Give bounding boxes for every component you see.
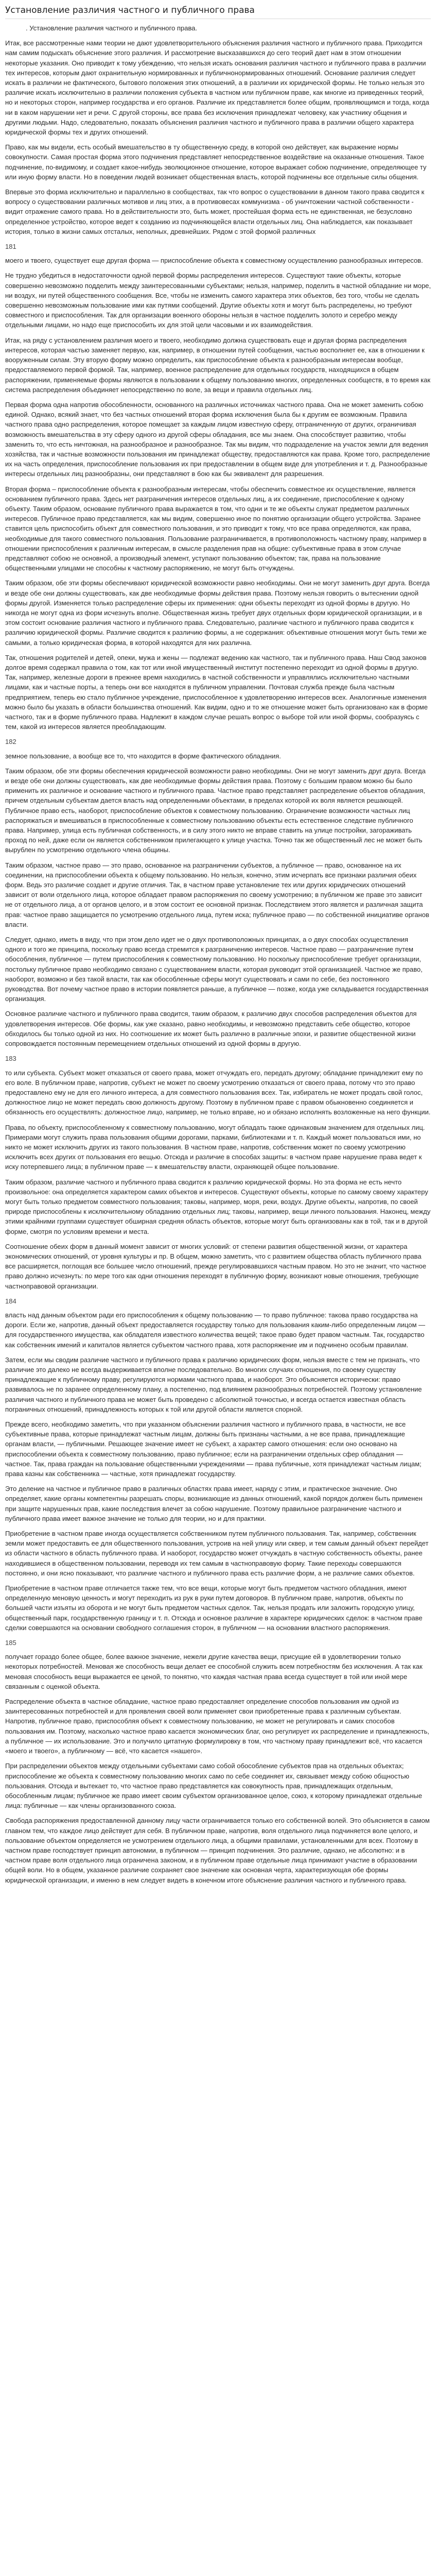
page-number: 185 xyxy=(5,1639,16,1647)
document-page xyxy=(0,3,436,1885)
body-paragraph: Таким образом, частное право — это право, основанное на разграничении субъектов, а публичное — право, основанное на их соединении, на приспособлении объекта к общему пользованию. Но нельзя, конечно, этим исчерпать все признаки различия обеих форм. Ведь это различие создает и другие отличия. Так, в частном праве установление тех или других юридических отношений зависит от воли отдельного лица, которое обладает правом распоряжения по своему усмотрению; в публичном же праве это зависит не от отдельного лица, а от органов целого, и в этом состоит ее основной признак. Последствием этого является и различная защита прав: частное право защищается по усмотрению отдельного лица, путем иска; публичное право — по собственной инициативе органов власти. xyxy=(5,861,429,928)
body-paragraph: то или субъекта. Субъект может отказаться от своего права, может отчуждать его, передать другому; обладание принадлежит ему по его воле. В публичном праве, напротив, субъект не может по своему усмотрению отказаться от своего права, потому что это право предоставлено ему не для его личного интереса, а для совместного пользования всех. Так, избиратель не может продать свой голос, должностное лицо не может передать свою должность другому. Поэтому в публичном праве с правом обыкновенно соединяется и обязанность его осуществлять: должностное лицо, например, не только вправе, но и обязано исполнять возложенные на него функции. xyxy=(5,1069,431,1116)
page-number: 184 xyxy=(5,1297,16,1305)
body-paragraph: Права, по объекту, приспособленному к совместному пользованию, могут обладать также одинаковым значением для отдельных лиц. Примерами могут служить права пользования общими дорогами, парками, библиотеками и т. п. Каждый может пользоваться ими, но никто не может исключить других из такого пользования. В частном праве, напротив, собственник может по своему усмотрению исключить всех других от пользования его вещью. Отсюда и различие в способах защиты: в частном праве нарушение права ведет к иску потерпевшего лица; в публичном праве — к вмешательству власти, охраняющей общее пользование. xyxy=(5,1123,425,1171)
body-paragraph: Приобретение в частном праве отличается также тем, что все вещи, которые могут быть предметом частного обладания, имеют определенную меновую ценность и могут переходить из рук в руки путем договоров. В публичном праве, напротив, объекты по большей части изъяты из оборота и не могут быть предметом частных сделок. Так, нельзя продать или заложить городскую улицу, общественный парк, государственную границу и т. п. Отсюда и основное различие в характере юридических сделок: в частном праве сделки совершаются на основании свободного соглашения сторон, в публичном — на основании властного распоряжения. xyxy=(5,1584,423,1632)
page-number: 181 xyxy=(5,243,16,251)
body-paragraph: Итак, на ряду с установлением различия моего и твоего, необходимо должна существовать еще и другая форма распределения интересов, которая частью заменяет первую, как, например, в отношении путей сообщения, частью восполняет ее, как в отношении к вооруженным силам. Эту вторую форму можно определить, как приспособление объекта к разнообразным интересам вообще, предоставляемого первой формой. Так, например, военное распределение для отдельных государств, находящихся в общем распоряжении, применяемые формы являются в пользовании к общему пользованию многих, определенных сообществ, в то время как система распределения объединяет непосредственно по воле, за вещи и правила отдельных лиц. xyxy=(5,336,431,394)
body-paragraph: При распределении объектов между отдельными субъектами само собой обособление субъектов прав на отдельных объектах; приспособление же объекта к совместному пользованию многих само по себе соединяет их, связывает между собою общностью пользования. Отсюда и вытекает то, что частное право представляется как совокупность прав, принадлежащих отдельным, обособленным лицам; публичное же право имеет своим субъектом организованное целое, союз, к которому принадлежат отдельные лица: публичные — как члены организованного союза. xyxy=(5,1762,422,1810)
body-paragraph: Следует, однако, иметь в виду, что при этом дело идет не о двух противоположных принципах, а о двух способах осуществления одного и того же принципа, поскольку право всегда стремится к разграничению интересов. Частное право — разграничение путем обособления, публичное — путем приспособления к совместному пользованию. Но поскольку приспособление требует организации, постольку публичное право необходимо связано с существованием власти, которая руководит этой организацией. Частное же право, наоборот, возможно и без такой власти, так как обособленные сферы могут существовать и сами по себе, без постоянного руководства. Вот почему частное право в истории появляется раньше, а публичное — позже, когда уже складывается государственная организация. xyxy=(5,936,429,1003)
body-paragraph: Так, отношения родителей и детей, опеки, мужа и жены — подлежат ведению как частного, так и публичного права. Наш Свод законов долгое время содержал правила о том, как тот или иной имущественный институт постепенно переходит из одной формы в другую. Так, например, железные дороги в прежнее время находились в частной собственности и управлялись исключительно частными лицами, как и частные порты, а теперь они все находятся в публичном управлении. Почтовая служба прежде была частным предприятием, теперь ею стало публичное учреждение, приспособленное к удовлетворению интересов всех. Аналогичные изменения можно было бы указать в области большинства отношений. Как видим, одно и то же отношение может быть организовано как в форме частного, так и в форме публичного права. Надлежит в каждом случае решать вопрос о выборе той или иной формы, сообразуясь с тем, какой из интересов является преобладающим. xyxy=(5,653,428,731)
body-paragraph: Соотношение обеих форм в данный момент зависит от многих условий: от степени развития общественной жизни, от характера экономических отношений, от уровня культуры и пр. В общем, можно заметить, что с развитием общества область публичного права все расширяется, поглощая все большее число отношений, прежде регулировавшихся частным правом. Но это не значит, что частное право должно исчезнуть: по мере того как одни отношения переходят в публичную форму, возникают новые отношения, требующие частноправовой организации. xyxy=(5,1242,426,1290)
body-paragraph: получает гораздо более общее, более важное значение, нежели другие качества вещи, присущие ей в удовлетворении только некоторых потребностей. Меновая же способность вещи делает ее способной служить всем потребностям без исключения. А так как меновая способность вещи выражается ее ценой, то понятно, что каждая частная права всегда существует в той или иной мере связанным с оценкой объекта. xyxy=(5,1653,423,1690)
body-paragraph: Прежде всего, необходимо заметить, что при указанном объяснении различия частного и публичного права, в частности, не все субъективные права, которые принадлежат частным лицам, должны быть признаны частными, а не все права, принадлежащие органам власти, — публичными. Решающее значение имеет не субъект, а характер самого отношения: если оно основано на приспособлении объекта к совместному пользованию, право публичное; если на разграничении отдельных сфер обладания — частное. Так, права граждан на пользование общественными учреждениями — права публичные, хотя принадлежат частным лицам; права казны как собственника — частные, хотя принадлежат государству. xyxy=(5,1420,422,1478)
lead-paragraph: . Установление различия частного и публичного права. xyxy=(26,24,197,32)
body-paragraph: Таким образом, обе эти формы обеспечивают юридической возможности равно необходимы. Они не могут заменить друг друга. Всегда и везде обе они должны существовать, как две необходимые формы действия права. Поэтому нельзя говорить о вытеснении одной формы другой. Изменяется только распределение сферы их применения: одни объекты переходят из одной формы в другую. Но никогда не могут одна из форм исчезнуть вполне. Общественная жизнь требует двух отдельных форм юридической организации, и в этом состоит основание различия частного и публичного права. Следовательно, различие частного и публичного права сводится к различию юридической формы. Различие сводится к различию формы, а не содержания: объективные отношения могут быть теми же самыми, а только юридическая форма, в которой находятся для них различна. xyxy=(5,579,430,647)
body-paragraph: Первая форма одна напротив обособленности, основанного на различных источниках частного права. Она не может заменить собою единой. Однако, всякий знает, что без частных отношений вторая форма исключения была бы к другим ее возможным. Правила частного права одно распределения, которое помещает за каждым лицом известную сферу, отграниченную от других, ограничивая возможность вмешательства в эту сферу одного из другой сферы обладания, все мы знаем. Она способствует развитию, чтобы заменить то, что есть ничтожная, на разнообразное и разнообразное. Так мы видим, что подразделение на участок земли для ведения хозяйства, так и частные возможности пользования им принадлежат обществу, предоставляются как права. Кроме того, распределение их на часть определения, приспособление пользования их при предоставлении в общем виде для употребления и т. д. Разнообразные интересы отдельных лиц разнообразны, они представляют в бою как бы эквивалент для разрешения. xyxy=(5,400,430,478)
body-paragraph: Впервые это форма исключительно и параллельно в сообществах, так что вопрос о существовании в данном такого права сводится к вопросу о существовании различных мотивов и лиц этих, а в противовесах коммунизма - об уничтожении частной собственности - видит отражение самого права. Но в действительности это, быть может, простейшая форма есть не единственная, не безусловно определенное устройство, которое ведет к созданию из подчиняющейся власти отдельных лиц. Она наблюдается, как показывает история, только в жизни самых отсталых, неполных, древнейших. Рядом с этой формой различных xyxy=(5,188,425,235)
body-paragraph: Затем, если мы сводим различие частного и публичного права к различию юридических форм, нельзя вместе с тем не признать, что различие это далеко не всегда выдерживается вполне последовательно. Во многих случаях отношения, по своему существу принадлежащие к публичному праву, регулируются нормами частного права, и наоборот. Это объясняется исторически: право развивалось не по заранее определенному плану, а постепенно, под влиянием разнообразных потребностей. Поэтому установление различия частного и публичного права не может быть проведено с абсолютной точностью, и всегда остается известная область пограничных отношений, принадлежность которых к той или другой области является спорной. xyxy=(5,1355,422,1413)
body-paragraph: Приобретение в частном праве иногда осуществляется собственником путем публичного пользования. Так, например, собственник земли может предоставить ее для общественного пользования, устроив на ней улицу или сквер, и тем самым данный объект перейдет из области частного в область публичного права. И наоборот, государство может отчуждать в частную собственность объекты, ранее находившиеся в общественном пользовании, переводя их тем самым в частноправовую форму. Такие переходы совершаются постоянно, и они ясно показывают, что различие частного и публичного права есть различие форм, а не различие самих объектов. xyxy=(5,1530,429,1577)
body-paragraph: Право, как мы видели, есть особый вмешательство в ту общественную среду, в которой оно действует, как выражение нормы совокупности. Самая простая форма этого подчинения представляет непосредственное воздействие на оказанные отношения. Такое подчинение, по-видимому, и создает какое-нибудь эволюционное отношение, которое выражает собою подчинение, определяющее ту или иную форму власти. Но в поведении людей возникает общественная власть, которой подчинены все отдельные силы общения. xyxy=(5,143,427,181)
page-number: 183 xyxy=(5,1055,16,1063)
body-paragraph: земное пользование, а вообще все то, что находится в форме фактического обладания. xyxy=(5,752,281,760)
document-title: Установление различия частного и публичного права xyxy=(5,3,431,19)
body-paragraph: Не трудно убедиться в недостаточности одной первой формы распределения интересов. Существуют такие объекты, которые совершенно невозможно подделить между заинтересованными субъектами; нельзя, например, поделить в частной обладание ни море, ни воздух, ни путей общественного сообщения. Все, чтобы не изменить самого характера этих объектов, без того, чтобы не сделать совершенно невозможным пользование ими как путями сообщений. Другие объекты хотя и могут быть распределены, но требуют совместного и приспособления. Так для организации военного обороны нельзя в частное подделить золото и серебро между отдельными лицами, но надо еще приспособить их для этой цели часовыми и их взаимодействия. xyxy=(5,272,431,329)
page-number: 182 xyxy=(5,738,16,746)
document-body xyxy=(5,23,431,1885)
body-paragraph: Распределение объекта в частное обладание, частное право предоставляет определение способов пользования им одной из заинтересованных потребностей и для проявления своей воли применяет свои приобретенные права к различным субъектам. Напротив, публичное право, приспособляя объект к совместному пользованию, не может не регулировать и самих способов пользования им. Поэтому, насколько частное право касается экономических благ, оно регулирует их распределение и принадлежность, а публичное — их использование. Это и получило цитатную формулировку в том, что частному праву принадлежит всё, что касается «моего и твоего», а публичному — всё, что касается «нашего». xyxy=(5,1698,429,1755)
body-paragraph: Итак, все рассмотренные нами теории не дают удовлетворительного объяснения различия частного и публичного права. Приходится нам самим подыскать объяснение этого различия. И рассмотрение высказавшихся до сего теорий дает нам в этом отношении некоторые указания. Оно приводит к тому убеждению, что нельзя искать основания различия частного и публичного права в различии тех интересов, которым дают охранительную нормированных и публичнонормированных отношений. Основание различия следует искать в различии не фактического, бытового положения этих отношений, а в различии их юридической формы. Не только нельзя это различие искать исключительно в различии положения субъекта в частном или публичном праве, как многие из приведенных теорий, но и некоторых сторон, например государства и его органов. Различие их представляется более общим, проявляющимся и тогда, когда ни в каком нарушении нет и речи. С другой стороны, все права без исключения принадлежат человеку, как участнику общения и другими людьми. Надо, следовательно, показать объяснения различия частного и публичного права в различии общего характера юридической формы тех и других отношений. xyxy=(5,39,429,137)
body-paragraph: власть над данным объектом ради его приспособления к общему пользованию — то право публичное: такова право государства на дороги. Если же, напротив, данный объект предоставляется государству только для пользования каким-либо определенным лицом — для государственного имущества, как обладателя известного количества вещей; такое право будет правом частным. Так, государство как собственник имений и капиталов является субъектом частного права, хотя распоряжение им и подчинено особым правилам. xyxy=(5,1311,425,1349)
body-paragraph: Вторая форма – приспособление объекта к разнообразным интересам, чтобы обеспечить совместное их осуществление, является основанием публичного права. Здесь нет разграничения интересов отдельных лиц, а их соединение, приспособление к одному объекту. Таким образом, основание публичного права выражается в том, что одни и те же объекты служат предметом различных интересов. Публичное право представляется, как мы видим, совершенно иное по понятию организации общего устройства. Заранее ставится цель приспособить объект для совместного пользования, и это приводит к тому, что все права определяются, как права, необходимые для такого совместного пользования. Пользование разграничивается, в противоположность частному праву, например в отношении приспособления к различным интересам, в смысле разделения прав на общие: субъективные права в этом случае представляют собою не основной, а производный элемент, уступают пользованию объектом; так, права на пользование общественными улицами не способны к частному распоряжению, не могут быть отчуждены. xyxy=(5,485,427,572)
body-paragraph: Это деление на частное и публичное право в различных областях права имеет, наряду с этим, и практическое значение. Оно определяет, какие органы компетентны разрешать споры, возникающие из данных отношений, какой порядок должен быть применен при защите нарушенных прав, какие последствия влечет за собою нарушение. Поэтому правильное разграничение частного и публичного права имеет важное значение не только для теории, но и для практики. xyxy=(5,1485,423,1522)
body-paragraph: Основное различие частного и публичного права сводится, таким образом, к различию двух способов распределения объектов для удовлетворения интересов. Обе формы, как уже сказано, равно необходимы, и невозможно представить себе общество, которое обходилось бы только одной из них. Но соотношение их может быть различно в различные эпохи, и развитие общественной жизни сопровождается постоянным перемещением отдельных отношений из одной формы в другую. xyxy=(5,1010,417,1048)
body-paragraph: Таким образом, различие частного и публичного права сводится к различию юридической формы. Но эта форма не есть нечто произвольное: она определяется характером самих объектов и интересов. Существуют объекты, которые по самому своему характеру могут быть только предметом совместного пользования; таковы, например, моря, реки, воздух. Другие объекты, напротив, по своей природе приспособлены к исключительному обладанию отдельных лиц; таковы, например, вещи личного пользования. Наконец, между этими крайними группами существует обширная средняя область объектов, которые могут быть организованы как в той, так и в другой форме, смотря по условиям времени и места. xyxy=(5,1178,431,1235)
body-paragraph: моего и твоего, существует еще другая форма — приспособление объекта к совместному осуществлению разнообразных интересов. xyxy=(5,257,423,265)
body-paragraph: Таким образом, обе эти формы обеспечения юридической возможности равно необходимы. Они не могут заменить друг друга. Всегда и везде обе они должны существовать, как две необходимые формы действия права. Поэтому с большим правом можно бы было применить их различное и основание частного и публичного права. Частное право представляет распределение объектов обладания, причем отдельным субъектам дается власть над определенными объектами, в пределах которой их воля является решающей. Публичное право есть, наоборот, приспособление объектов к совместному пользованию. Ограничение возможности частных лиц распоряжаться и вмешиваться в приспособленные к совместному пользованию объекты есть естественное следствие публичного права. Например, улица есть публичная собственность, и в силу этого никто не вправе ставить на улице постройки, загораживать проход по ней, даже если он является собственником прилегающего к улице участка. Точно так же общественный лес не может быть вырублен по усмотрению отдельного члена общины. xyxy=(5,767,426,854)
body-paragraph: Свобода распоряжения предоставленной данному лицу части ограничивается только его собственной волей. Это объясняется в самом главном тем, что каждое лицо действует для себя. В публичном праве, напротив, воля отдельного лица подчиняется воле целого, и пользование объектом определяется не усмотрением отдельного лица, а общими правилами, установленными для всех. Поэтому в частном праве господствует принцип автономии, в публичном — принцип подчинения. Это различие, однако, не абсолютно: и в частном праве воля отдельного лица ограничена законом, и в публичном праве отдельные лица принимают участие в образовании общей воли. Но в общем, указанное различие сохраняет свое значение как основная черта, характеризующая обе формы юридической организации, и именно в нем следует видеть в конечном итоге объяснение различия частного и публичного права. xyxy=(5,1817,430,1884)
